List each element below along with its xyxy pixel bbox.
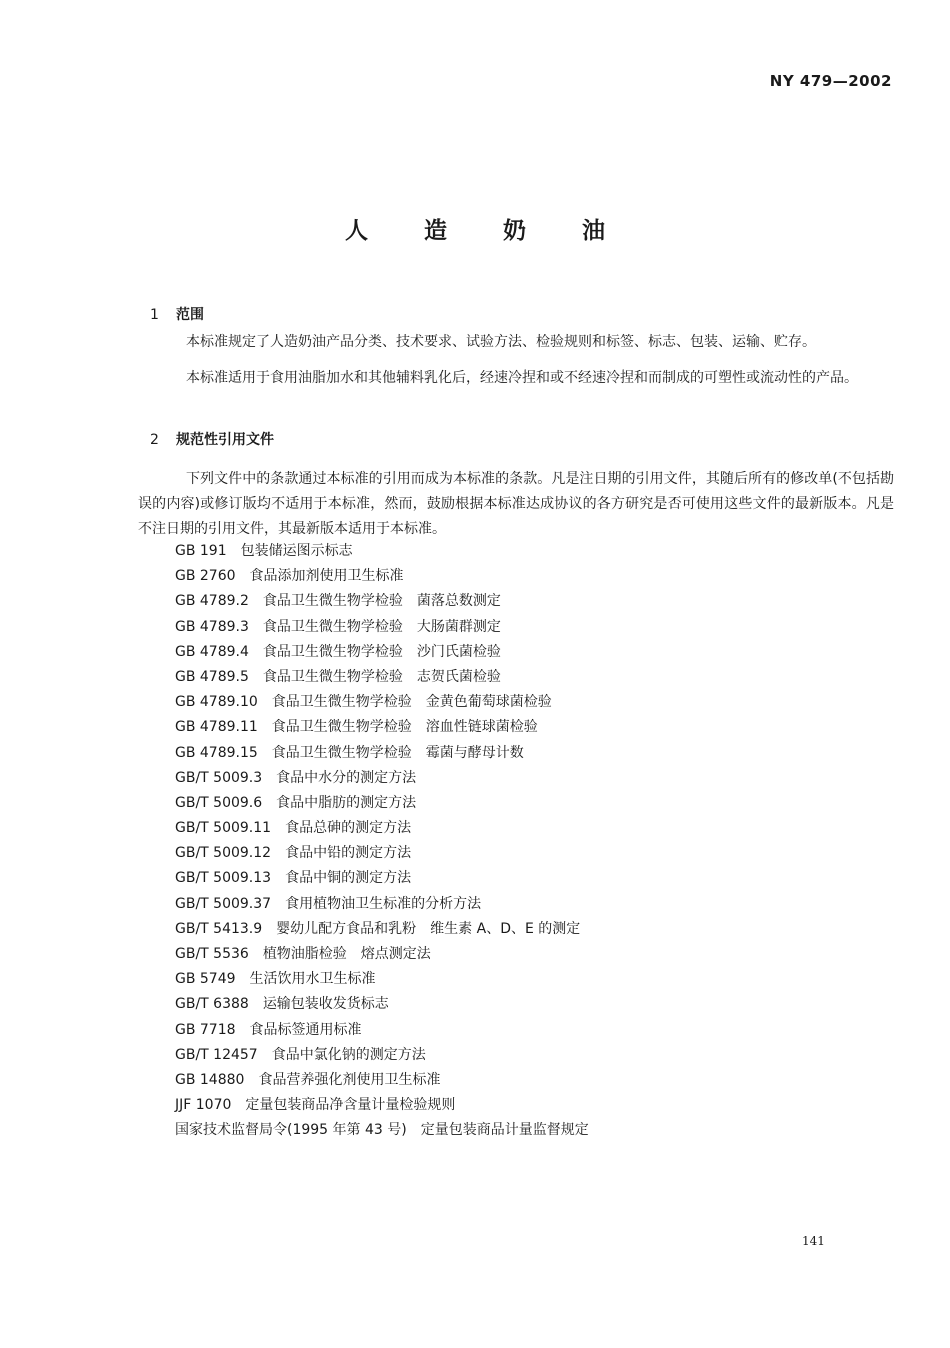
reference-title: 食品卫生微生物学检验 大肠菌群测定 <box>262 618 501 635</box>
reference-item <box>175 1043 589 1068</box>
reference-title: 食品中氯化钠的测定方法 <box>271 1046 426 1063</box>
reference-code: GB 2760 <box>175 568 236 585</box>
reference-item <box>175 866 589 891</box>
reference-item <box>175 841 589 866</box>
reference-code: GB 4789.15 <box>175 744 258 761</box>
reference-code: GB 5749 <box>175 971 236 988</box>
reference-title: 食用植物油卫生标准的分析方法 <box>285 895 482 912</box>
reference-code: GB 4789.10 <box>175 694 258 711</box>
reference-title: 食品中水分的测定方法 <box>276 769 417 786</box>
reference-item <box>175 942 589 967</box>
reference-title: 食品中铜的测定方法 <box>285 870 412 887</box>
section-1-paragraph-1: 本标准规定了人造奶油产品分类、技术要求、试验方法、检验规则和标签、标志、包装、运输、贮存。 <box>186 334 816 350</box>
reference-title: 运输包装收发货标志 <box>262 996 389 1013</box>
reference-item <box>175 1018 589 1043</box>
section-title: 规范性引用文件 <box>176 432 274 448</box>
reference-title: 食品标签通用标准 <box>249 1021 362 1038</box>
reference-title: 婴幼儿配方食品和乳粉 维生素 A、D、E 的测定 <box>276 920 581 937</box>
reference-item <box>175 539 589 564</box>
reference-title: 定量包装商品净含量计量检验规则 <box>245 1097 456 1114</box>
reference-title: 食品卫生微生物学检验 金黄色葡萄球菌检验 <box>271 694 552 711</box>
reference-code: GB 4789.4 <box>175 643 249 660</box>
reference-code: GB/T 5009.11 <box>175 820 272 837</box>
reference-item <box>175 1093 589 1118</box>
reference-code: GB 4789.5 <box>175 668 249 685</box>
reference-title: 定量包装商品计量监督规定 <box>420 1122 589 1139</box>
reference-code: GB 191 <box>175 543 227 559</box>
section-title: 范围 <box>176 307 204 323</box>
section-1-heading <box>150 304 204 324</box>
section-2-heading <box>150 429 274 449</box>
reference-code: GB/T 12457 <box>175 1046 258 1063</box>
reference-code: GB 14880 <box>175 1071 245 1088</box>
reference-code: GB/T 5536 <box>175 946 249 962</box>
reference-title: 食品卫生微生物学检验 志贺氏菌检验 <box>262 668 501 685</box>
reference-title: 包装储运图示标志 <box>240 543 353 559</box>
reference-item <box>175 1068 589 1093</box>
reference-title: 食品卫生微生物学检验 沙门氏菌检验 <box>262 643 501 660</box>
reference-item <box>175 564 589 589</box>
reference-title: 食品卫生微生物学检验 溶血性链球菌检验 <box>271 719 538 736</box>
reference-code: 国家技术监督局令(1995 年第 43 号) <box>175 1122 407 1139</box>
reference-code: GB/T 5413.9 <box>175 920 263 937</box>
reference-item <box>175 665 589 690</box>
reference-item <box>175 741 589 766</box>
section-number: 1 <box>150 307 159 323</box>
reference-code: GB 4789.2 <box>175 593 249 610</box>
reference-item <box>175 615 589 640</box>
reference-item <box>175 816 589 841</box>
reference-code: GB/T 5009.12 <box>175 845 272 862</box>
document-title: 人 造 奶 油 <box>344 218 630 244</box>
reference-title: 食品总砷的测定方法 <box>285 820 412 837</box>
reference-code: GB/T 5009.3 <box>175 769 263 786</box>
reference-item <box>175 892 589 917</box>
section-number: 2 <box>150 432 159 448</box>
reference-code: GB 7718 <box>175 1021 236 1038</box>
standard-code: NY 479—2002 <box>769 72 892 90</box>
reference-item <box>175 791 589 816</box>
reference-code: GB/T 6388 <box>175 996 249 1013</box>
reference-item <box>175 766 589 791</box>
reference-code: GB/T 5009.13 <box>175 870 272 887</box>
reference-item <box>175 690 589 715</box>
reference-item <box>175 992 589 1017</box>
section-2-paragraph-1: 下列文件中的条款通过本标准的引用而成为本标准的条款。凡是注日期的引用文件，其随后所有的修改单(不包括勘误的内容)或修订版均不适用于本标准，然而，鼓励根据本标准达成协议的各方研究是否可使用这些文件的最新版本。凡是不注日期的引用文件，其最新版本适用于本标准。 <box>138 471 894 537</box>
page-number: 141 <box>802 1234 825 1248</box>
reference-code: GB/T 5009.6 <box>175 794 263 811</box>
section-1-paragraph-2: 本标准适用于食用油脂加水和其他辅料乳化后，经速冷捏和或不经速冷捏和而制成的可塑性或流动性的产品。 <box>186 370 858 386</box>
reference-title: 植物油脂检验 熔点测定法 <box>262 946 431 962</box>
reference-item <box>175 1118 589 1143</box>
reference-item <box>175 715 589 740</box>
reference-list <box>175 539 589 1144</box>
reference-code: GB 4789.11 <box>175 719 258 736</box>
reference-title: 食品中脂肪的测定方法 <box>276 794 417 811</box>
reference-item <box>175 917 589 942</box>
reference-code: GB 4789.3 <box>175 618 249 635</box>
reference-code: GB/T 5009.37 <box>175 895 272 912</box>
reference-item <box>175 589 589 614</box>
reference-item <box>175 640 589 665</box>
reference-title: 生活饮用水卫生标准 <box>249 971 376 988</box>
reference-title: 食品卫生微生物学检验 菌落总数测定 <box>262 593 501 610</box>
reference-title: 食品营养强化剂使用卫生标准 <box>258 1071 441 1088</box>
reference-code: JJF 1070 <box>175 1097 232 1114</box>
reference-item <box>175 967 589 992</box>
reference-title: 食品添加剂使用卫生标准 <box>249 568 404 585</box>
reference-title: 食品中铅的测定方法 <box>285 845 412 862</box>
reference-title: 食品卫生微生物学检验 霉菌与酵母计数 <box>271 744 524 761</box>
